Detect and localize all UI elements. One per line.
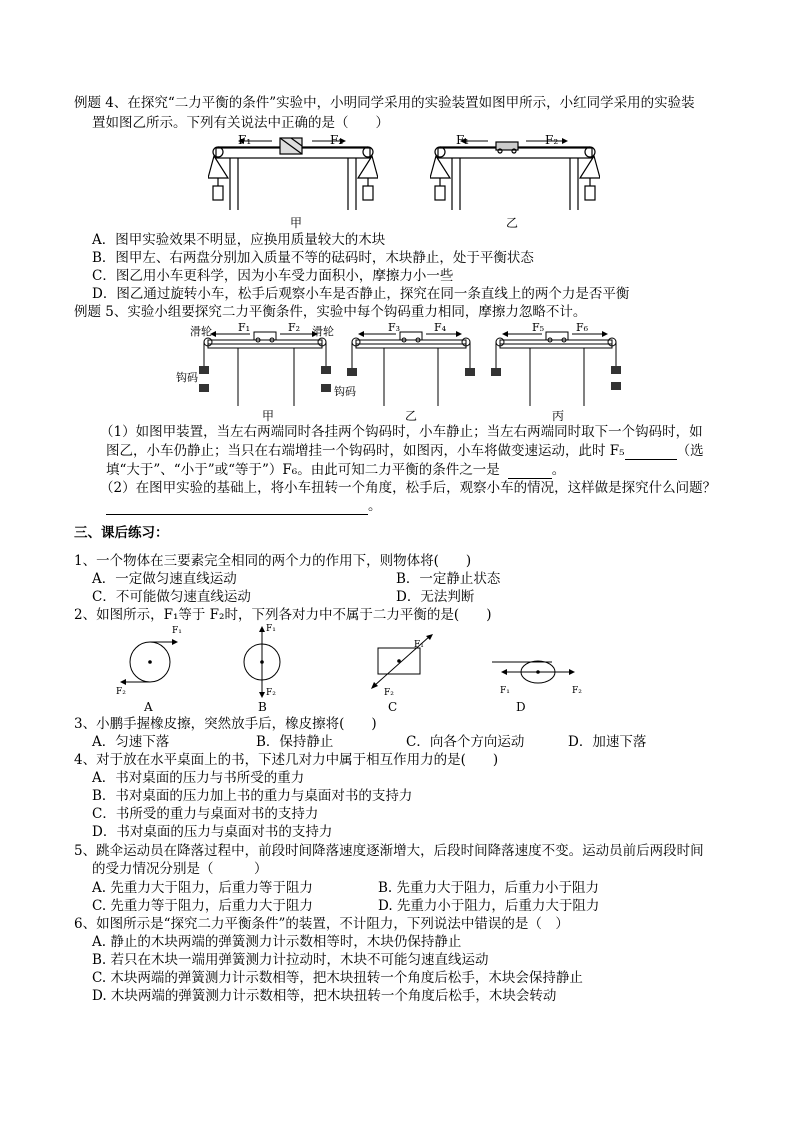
section3-title: 三、课后练习：	[74, 525, 169, 541]
q4-option-b: B．书对桌面的压力加上书的重力与桌面对书的支持力	[92, 788, 413, 804]
example5-pulley-label-left: 滑轮	[190, 325, 212, 338]
q1-option-a: A．一定做匀速直线运动	[92, 571, 237, 587]
example4-stem-line1: 例题 4、在探究“二力平衡的条件”实验中，小明同学采用的实验装置如图甲所示，小红同学采用的实验装	[74, 95, 695, 111]
q6-option-d: D. 木块两端的弹簧测力计示数相等，把木块扭转一个角度后松手，木块会转动	[92, 988, 557, 1004]
example5-fig-bing-caption: 丙	[552, 409, 565, 423]
example5-q1-line3	[106, 462, 565, 479]
q6-option-c: C. 木块两端的弹簧测力计示数相等，把木块扭转一个角度后松手，木块会保持静止	[92, 970, 583, 986]
answer-blank-q2[interactable]	[106, 514, 368, 515]
figure-jia-f2-label: F₂	[330, 133, 344, 147]
q2-a-f2: F₂	[116, 687, 126, 697]
example5-pulley-label-right: 滑轮	[312, 325, 334, 338]
figure-jia-f1-label: F₁	[238, 133, 252, 147]
q6-option-a: A. 静止的木块两端的弹簧测力计示数相等时，木块仍保持静止	[92, 934, 462, 950]
q2-a-f1: F₁	[172, 626, 182, 636]
example5-hook-label-left: 钩码	[176, 371, 198, 384]
q2-b-f2: F₂	[266, 688, 276, 698]
q2-label-b: B	[258, 700, 267, 714]
example5-f2-label: F₂	[288, 321, 301, 334]
example4-option-b: B．图甲左、右两盘分别加入质量不等的砝码时，木块静止，处于平衡状态	[92, 250, 534, 266]
q5-option-d: D. 先重力小于阻力，后重力大于阻力	[378, 898, 600, 914]
example5-f3-label: F₃	[388, 321, 401, 334]
example5-f4-label: F₄	[434, 321, 447, 334]
q4-stem: 4、对于放在水平桌面上的书，下述几对力中属于相互作用力的是( )	[74, 752, 499, 768]
example5-q2-line2	[106, 498, 382, 515]
q3-stem: 3、小鹏手握橡皮擦，突然放手后，橡皮擦将( )	[74, 716, 377, 732]
example4-option-a: A．图甲实验效果不明显，应换用质量较大的木块	[92, 232, 386, 248]
q6-option-b: B. 若只在木块一端用弹簧测力计拉动时，木块不可能匀速直线运动	[92, 952, 489, 968]
example5-f6-label: F₆	[576, 321, 589, 334]
q5-stem-line2: 的受力情况分别是（ ）	[92, 861, 268, 877]
example5-f5-label: F₅	[532, 321, 545, 334]
q2-d-f1: F₁	[500, 686, 510, 696]
q2-c-f2: F₂	[384, 688, 394, 698]
example5-hook-label-right: 钩码	[334, 385, 356, 398]
answer-blank-f5[interactable]	[625, 459, 677, 460]
q2-d-f2: F₂	[572, 686, 582, 696]
example5-q1-line2-tail: （选	[676, 443, 704, 459]
q3-option-b: B．保持静止	[256, 734, 334, 750]
example4-stem-line2: 置如图乙所示。下列有关说法中正确的是（ ）	[92, 115, 389, 131]
figure-yi-f1-label: F₁	[456, 133, 470, 147]
q1-option-c: C．不可能做匀速直线运动	[92, 589, 251, 605]
example5-q2-line1: （2）在图甲实验的基础上，将小车扭转一个角度，松手后，观察小车的情况，这样做是探究什么问题？	[100, 480, 717, 496]
example5-figure-bing	[490, 322, 624, 406]
answer-blank-condition[interactable]	[508, 478, 552, 479]
q3-option-c: C．向各个方向运动	[406, 734, 525, 750]
example4-option-d: D．图乙通过旋转小车，松手后观察小车是否静止，探究在同一条直线上的两个力是否平衡	[92, 286, 630, 302]
figure-jia-apparatus	[208, 132, 378, 214]
q2-label-d: D	[516, 700, 526, 714]
example5-q1-line3-tail: 。	[551, 462, 566, 478]
figure-yi-f2-label: F₂	[545, 133, 559, 147]
q1-option-b: B．一定静止状态	[396, 571, 501, 587]
figure-yi-caption: 乙	[506, 216, 519, 230]
q2-b-f1: F₁	[266, 624, 276, 634]
q5-option-a: A. 先重力大于阻力，后重力等于阻力	[92, 880, 313, 896]
q4-option-c: C．书所受的重力与桌面对书的支持力	[92, 806, 319, 822]
q5-stem-line1: 5、跳伞运动员在降落过程中，前段时间降落速度逐渐增大，后段时间降落速度不变。运动员前后两段时间	[74, 843, 704, 859]
example5-q1-line2-text: 图乙，小车仍静止；当只在右端增挂一个钩码时，如图丙，小车将做变速运动，此时 F₅	[106, 443, 625, 459]
example5-q1-line3-text: 填“大于”、“小于”或“等于”）F₆。由此可知二力平衡的条件之一是	[106, 462, 500, 478]
q5-option-c: C. 先重力等于阻力，后重力大于阻力	[92, 898, 313, 914]
example5-q1-line1: （1）如图甲装置，当左右两端同时各挂两个钩码时，小车静止；当左右两端同时取下一个钩码时，如	[100, 424, 703, 440]
q2-c-f1: F₁	[414, 640, 424, 650]
example5-q2-line2-tail: 。	[368, 498, 382, 514]
q3-option-a: A．匀速下落	[92, 734, 170, 750]
q3-option-d: D．加速下落	[568, 734, 647, 750]
example5-f1-label: F₁	[238, 321, 251, 334]
q2-label-c: C	[388, 700, 398, 714]
example4-option-c: C．图乙用小车更科学，因为小车受力面积小，摩擦力小一些	[92, 268, 454, 284]
q2-figure-d	[500, 660, 576, 684]
example5-fig-jia-caption: 甲	[262, 409, 275, 423]
example5-fig-yi-caption: 乙	[405, 409, 418, 423]
q2-label-a: A	[144, 700, 153, 714]
q2-stem: 2、如图所示，F₁等于 F₂时，下列各对力中不属于二力平衡的是( )	[74, 607, 492, 623]
q1-stem: 1、一个物体在三要素完全相同的两个力的作用下，则物体将( )	[74, 553, 472, 569]
example5-q1-line2	[106, 443, 704, 460]
q4-option-d: D．书对桌面的压力与桌面对书的支持力	[92, 824, 333, 840]
example5-figure-yi	[346, 322, 476, 406]
q4-option-a: A．书对桌面的压力与书所受的重力	[92, 770, 305, 786]
q6-stem: 6、如图所示是“探究二力平衡条件”的装置，不计阻力，下列说法中错误的是（ ）	[74, 916, 569, 932]
q5-option-b: B. 先重力大于阻力，后重力小于阻力	[378, 880, 600, 896]
example5-stem: 例题 5、实验小组要探究二力平衡条件，实验中每个钩码重力相同，摩擦力忽略不计。	[74, 304, 587, 320]
figure-jia-caption: 甲	[290, 216, 303, 230]
q1-option-d: D．无法判断	[396, 589, 475, 605]
